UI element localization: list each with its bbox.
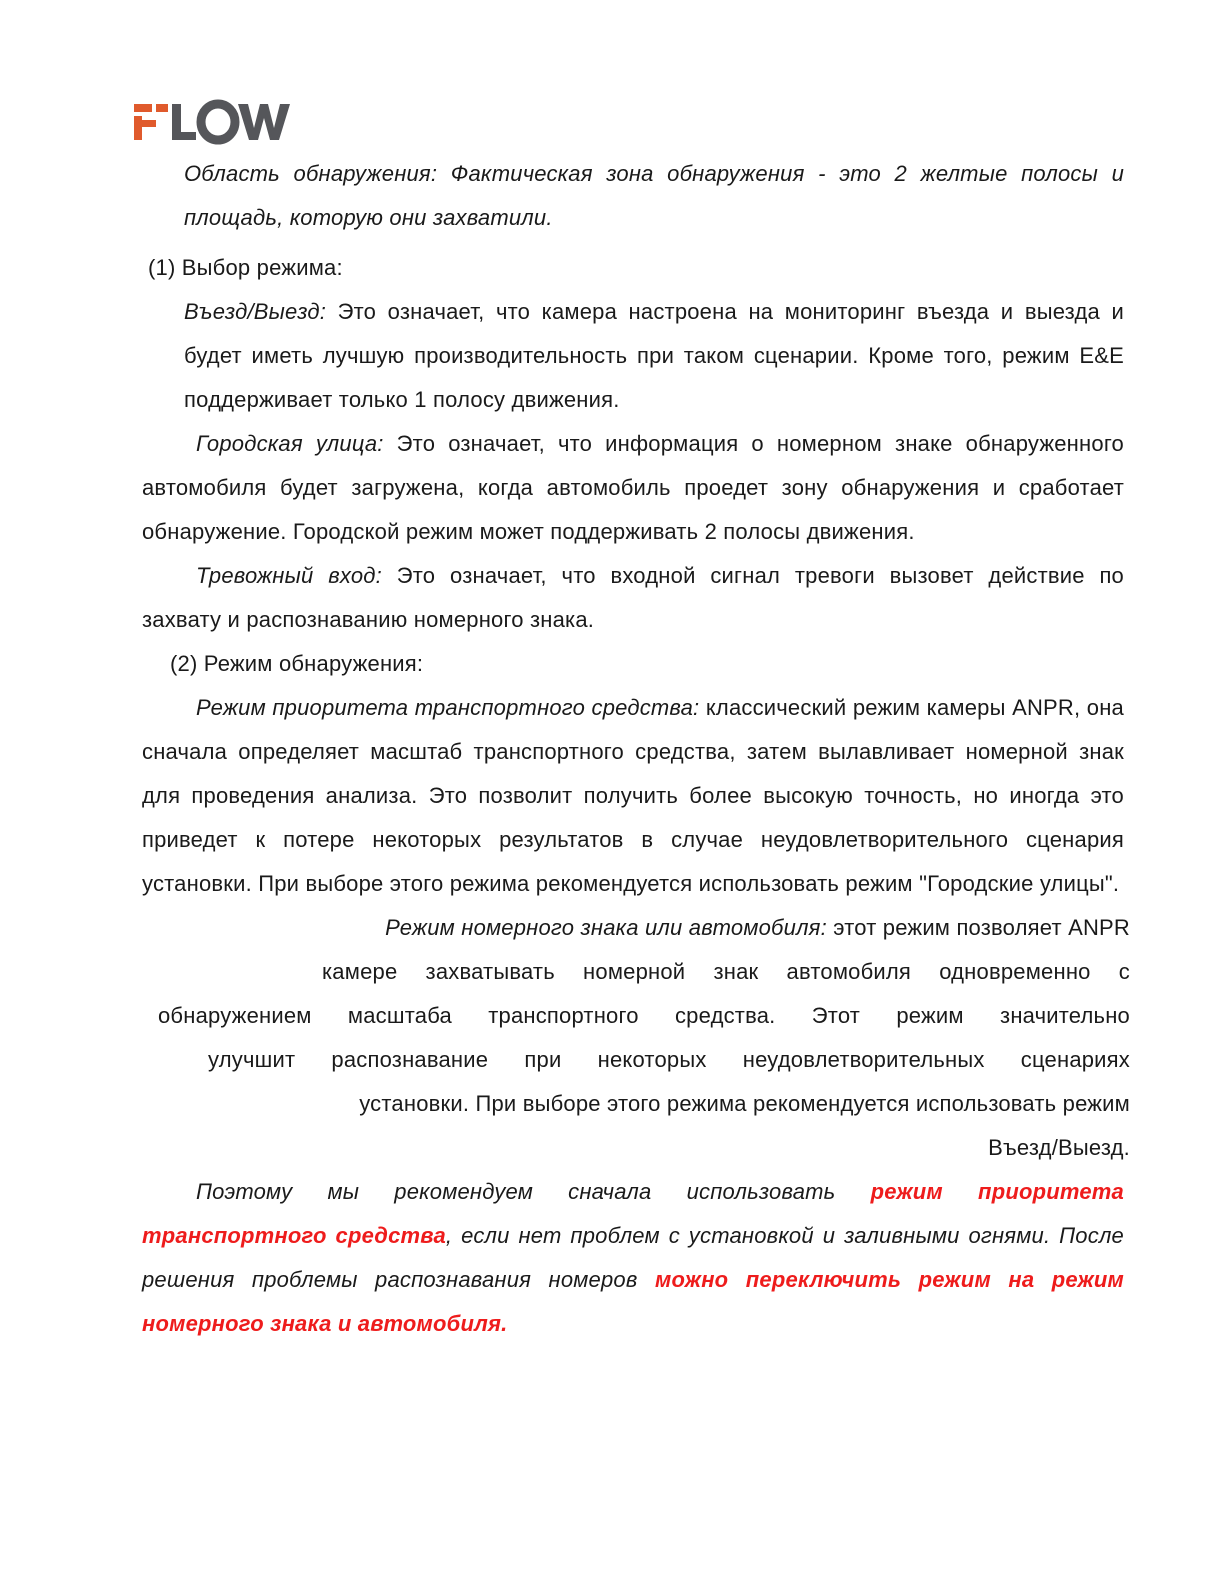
entry-exit-paragraph — [142, 290, 1124, 422]
section-2-title — [142, 642, 1124, 686]
conclusion-text-2: , если нет проблем с установкой и заливными огнями. После решения проблемы распознавания номеров — [142, 1223, 1124, 1292]
plate-or-vehicle-label: Режим номерного знака или автомобиля: — [385, 915, 827, 940]
alarm-input-text: Это означает, что входной сигнал тревоги вызовет действие по захвату и распознаванию номерного знака. — [142, 563, 1124, 632]
detection-area-paragraph — [142, 152, 1124, 240]
plate-or-vehicle-line-2: камере захватывать номерной знак автомобиля одновременно с — [322, 959, 1130, 984]
city-street-paragraph — [142, 422, 1124, 554]
plate-or-vehicle-line-6: Въезд/Выезд. — [988, 1135, 1130, 1160]
document-body — [142, 152, 1130, 1346]
vehicle-priority-paragraph — [142, 686, 1124, 906]
flow-logo-graphic — [134, 98, 294, 146]
section-2-title-text: (2) Режим обнаружения: — [170, 651, 424, 676]
city-street-label: Городская улица: — [196, 431, 384, 456]
plate-or-vehicle-text-1: этот режим позволяет ANPR — [826, 915, 1130, 940]
section-1-title — [142, 246, 1124, 290]
conclusion-highlight-2: можно переключить режим на режим номерного знака и автомобиля. — [142, 1267, 1124, 1336]
city-street-text: Это означает, что информация о номерном знаке обнаруженного автомобиля будет загружена, когда автомобиль проедет зону обнаружения и сработает обнаружение. Городской режим может поддерживать 2 полосы движения. — [142, 431, 1124, 544]
entry-exit-label: Въезд/Выезд: — [184, 299, 327, 324]
alarm-input-label: Тревожный вход: — [196, 563, 382, 588]
alarm-input-paragraph — [142, 554, 1124, 642]
vehicle-priority-label: Режим приоритета транспортного средства: — [196, 695, 700, 720]
detection-area-text: Область обнаружения: Фактическая зона обнаружения - это 2 желтые полосы и площадь, которую они захватили. — [184, 161, 1124, 230]
plate-or-vehicle-line-3: обнаружением масштаба транспортного средства. Этот режим значительно — [158, 1003, 1130, 1028]
vehicle-priority-text: классический режим камеры ANPR, она сначала определяет масштаб транспортного средства, затем вылавливает номерной знак для проведения анализа. Это позволит получить более высокую точность, но иногда это приведет к потере некоторых результатов в случае неудовлетворительного сценария установки. При выборе этого режима рекомендуется использовать режим "Городские улицы". — [142, 695, 1124, 896]
section-1-title-text: (1) Выбор режима: — [148, 255, 343, 280]
conclusion-text-1: Поэтому мы рекомендуем сначала использовать — [196, 1179, 871, 1204]
plate-or-vehicle-line-1 — [142, 906, 1130, 950]
plate-or-vehicle-line-5: установки. При выборе этого режима рекомендуется использовать режим — [359, 1091, 1130, 1116]
flow-logo — [134, 98, 294, 146]
plate-or-vehicle-paragraph — [142, 906, 1130, 1170]
plate-or-vehicle-line-4: улучшит распознавание при некоторых неудовлетворительных сценариях — [208, 1047, 1130, 1072]
conclusion-highlight-1: режим приоритета транспортного средства — [142, 1179, 1124, 1248]
conclusion-paragraph — [142, 1170, 1124, 1346]
entry-exit-text: Это означает, что камера настроена на мониторинг въезда и выезда и будет иметь лучшую производительность при таком сценарии. Кроме того, режим E&E поддерживает только 1 полосу движения. — [184, 299, 1124, 412]
